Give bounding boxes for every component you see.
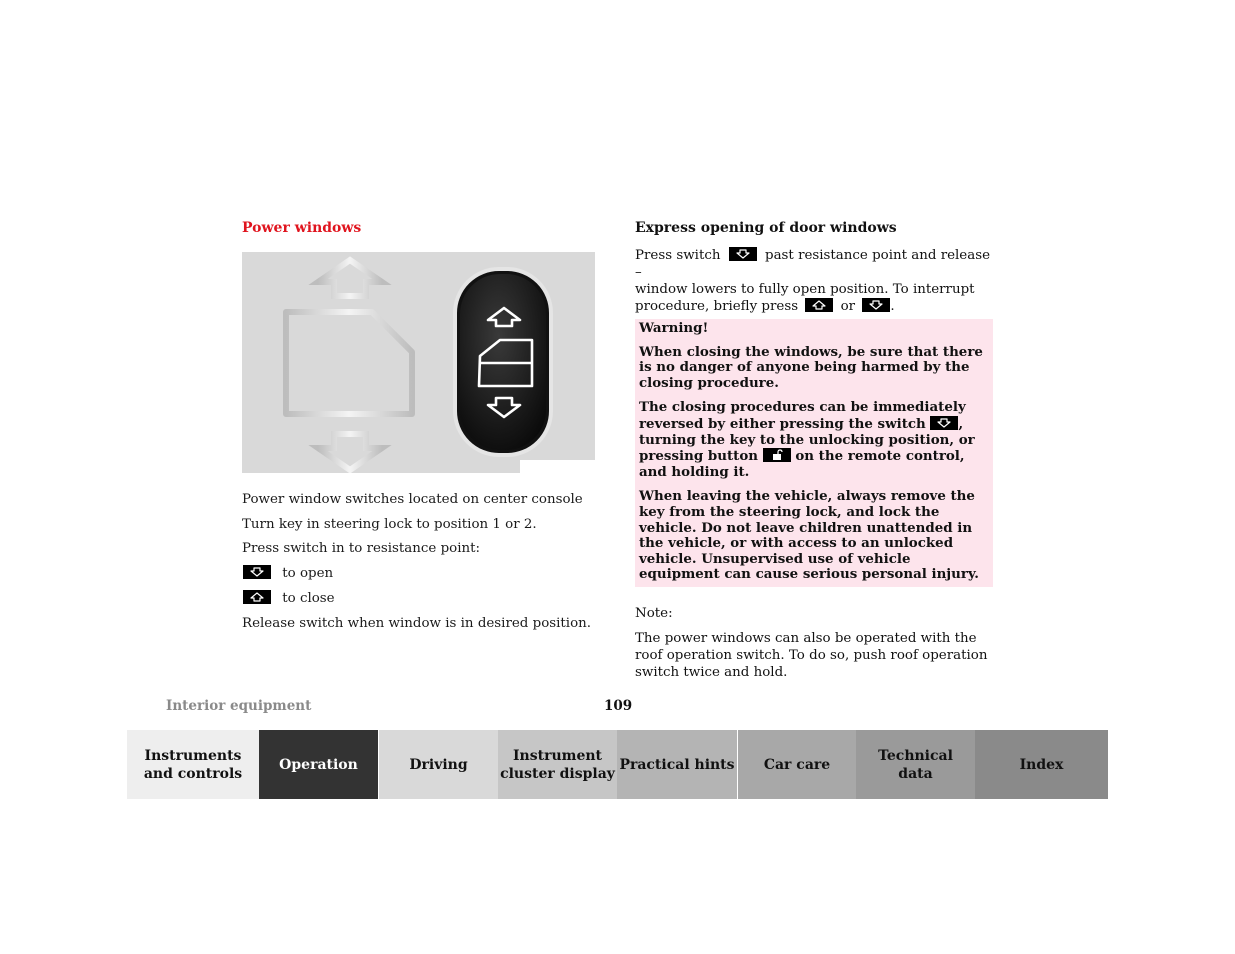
nav-tab-label: data <box>898 765 933 782</box>
nav-tab-car-care[interactable] <box>737 730 856 799</box>
unlock-icon <box>763 448 791 462</box>
background-window-graphic <box>286 260 412 470</box>
switch-up-icon <box>805 298 833 312</box>
note-text: The power windows can also be operated with the roof operation switch. To do so, push roof operation switch twice and hold. <box>635 631 988 680</box>
close-instruction <box>242 590 335 607</box>
nav-tab-practical-hints[interactable] <box>617 730 737 799</box>
express-opening-heading: Express opening of door windows <box>635 220 897 236</box>
warning-paragraph-3: When leaving the vehicle, always remove the key from the steering lock, and lock the vehicle. Do not leave children unattended in the vehicle, or with access to an unlocked vehicle. Unsupervised use of vehicle equipment can cause serious personal injury. <box>639 488 979 583</box>
nav-tab-label: cluster display <box>500 765 615 782</box>
power-window-switch-figure <box>242 252 595 473</box>
step-turn-key: Turn key in steering lock to position 1 or 2. <box>242 517 537 532</box>
nav-tab-label: Car care <box>763 756 831 773</box>
para-text: past resistance point and release – <box>635 248 991 280</box>
nav-tab-label: Instruments <box>144 747 242 764</box>
nav-tab-label: Operation <box>279 756 358 773</box>
close-label: to close <box>282 591 335 606</box>
para-text: window lowers to fully open position. To interrupt <box>635 282 975 297</box>
warning-box <box>635 319 993 587</box>
switch-down-icon <box>729 247 757 261</box>
express-opening-paragraph <box>635 247 995 315</box>
open-instruction <box>242 565 333 582</box>
nav-tab-label: Index <box>1019 756 1064 773</box>
nav-tab-instrument-cluster-display[interactable] <box>498 730 617 799</box>
para-text: Press switch <box>635 248 721 263</box>
warning-paragraph-1: When closing the windows, be sure that there is no danger of anyone being harmed by the closing procedure. <box>639 343 983 391</box>
nav-tab-label: Technical <box>878 747 953 764</box>
para-text: procedure, briefly press <box>635 299 799 314</box>
open-label: to open <box>282 566 334 581</box>
figure-notch <box>520 460 600 480</box>
switch-down-icon <box>930 416 958 430</box>
page-number: 109 <box>604 698 633 714</box>
nav-tab-label: Instrument <box>513 747 602 764</box>
warning-paragraph-2 <box>635 400 993 480</box>
nav-tab-label: Driving <box>409 756 468 773</box>
warning-text: The closing procedures can be immediately reversed by either pressing the switch <box>639 399 966 432</box>
power-window-switch-illustration <box>242 252 595 473</box>
chapter-navigation <box>127 730 1108 799</box>
switch-down-icon <box>862 298 890 312</box>
nav-tab-technical-data[interactable] <box>856 730 975 799</box>
switch-down-icon <box>243 565 271 579</box>
section-title: Power windows <box>242 220 362 236</box>
figure-caption: Power window switches located on center console <box>242 492 583 507</box>
nav-tab-operation[interactable] <box>259 730 378 799</box>
step-press-switch: Press switch in to resistance point: <box>242 541 481 556</box>
nav-tab-label: Practical hints <box>619 756 735 773</box>
warning-text: , turning the key to the unlocking position, or pressing button <box>639 415 975 465</box>
nav-tab-instruments-and-controls[interactable] <box>127 730 259 799</box>
switch-up-icon <box>243 590 271 604</box>
note-label: Note: <box>635 606 673 621</box>
nav-tab-label: and controls <box>143 765 243 782</box>
footer-section-name: Interior equipment <box>166 698 312 714</box>
nav-tab-driving[interactable] <box>378 730 498 799</box>
warning-title: Warning! <box>639 320 709 336</box>
nav-tab-index[interactable] <box>975 730 1108 799</box>
para-text: . <box>890 299 895 314</box>
step-release-switch: Release switch when window is in desired position. <box>242 616 592 631</box>
para-text: or <box>840 299 856 314</box>
warning-text: on the remote control, and holding it. <box>639 448 965 480</box>
